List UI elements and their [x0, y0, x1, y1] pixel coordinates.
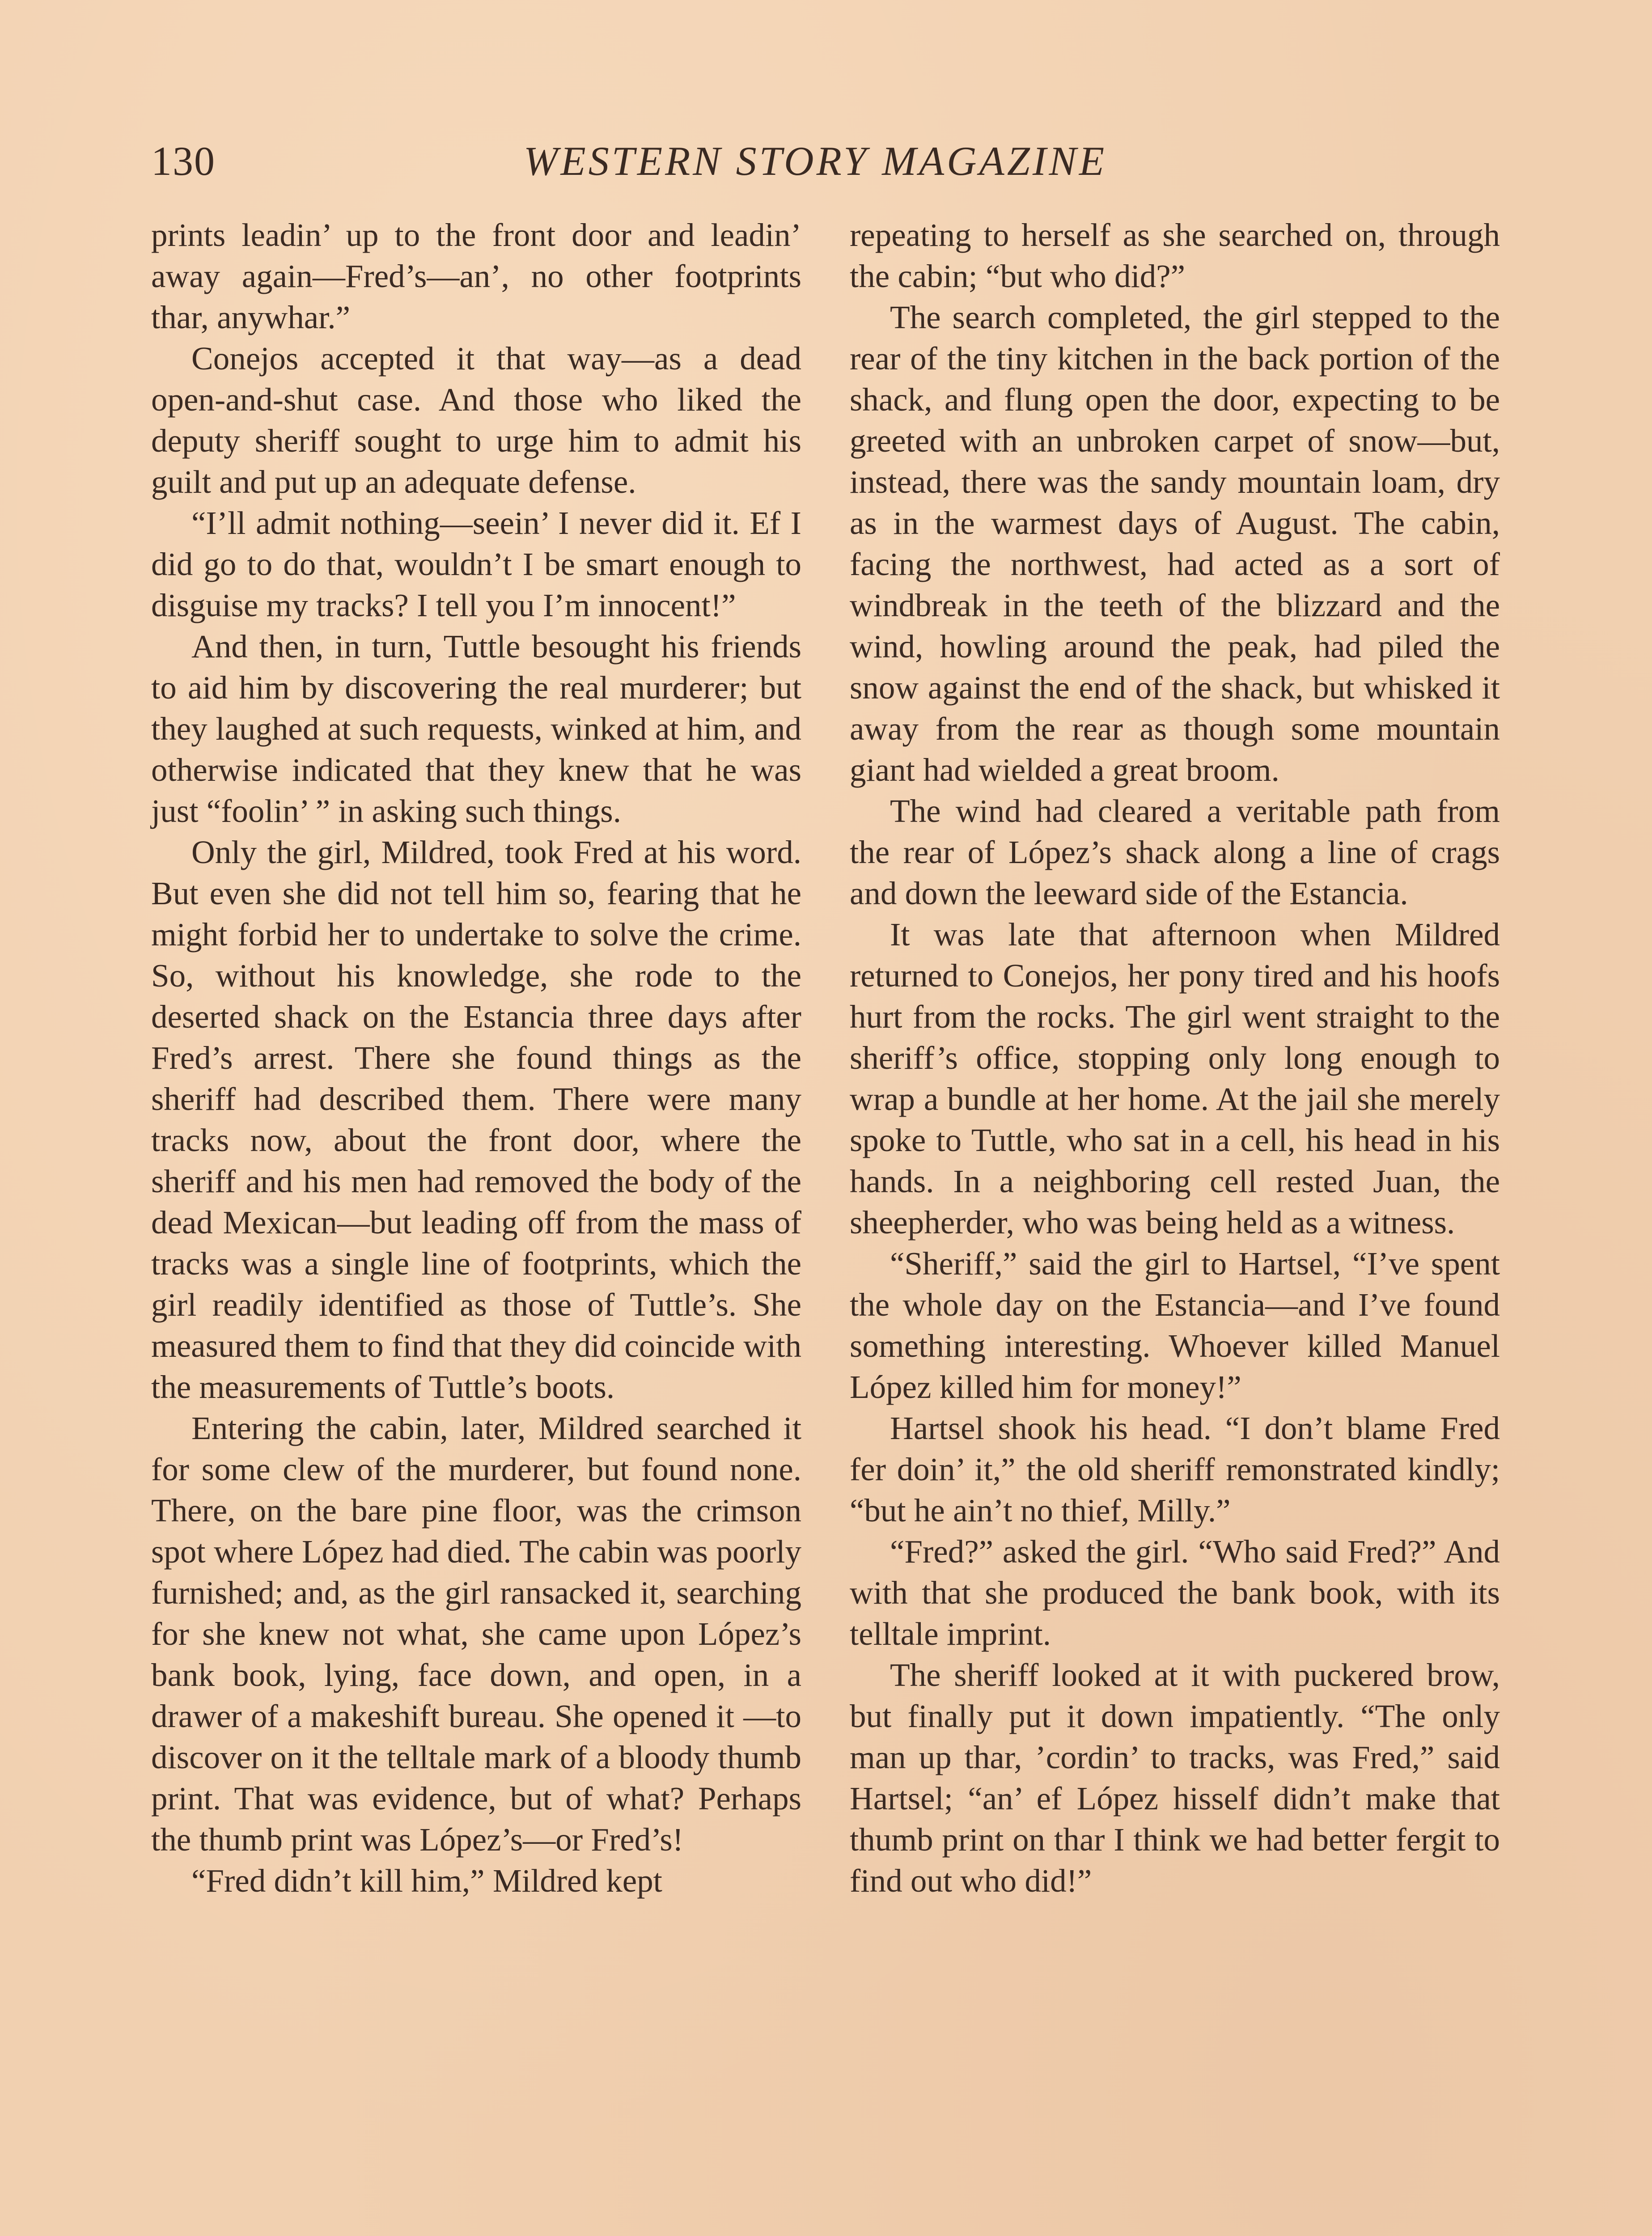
right-column	[850, 215, 1500, 1901]
running-head: WESTERN STORY MAGAZINE	[523, 138, 1107, 184]
paragraph: prints leadin’ up to the front door and leadin’ away again—Fred’s—an’, no other footprints thar, anywhar.”	[151, 217, 801, 335]
paragraph: “Fred?” asked the girl. “Who said Fred?” And with that she produced the bank book, with its telltale imprint.	[850, 1533, 1500, 1652]
paragraph: The search completed, the girl stepped to the rear of the tiny kitchen in the back portion of the shack, and flung open the door, expecting to be greeted with an unbroken carpet of snow—but, instead, there was the sandy mountain loam, dry as in the warmest days of August. The cabin, facing the northwest, had acted as a sort of windbreak in the teeth of the blizzard and the wind, howling around the peak, had piled the snow against the end of the shack, but whisked it away from the rear as though some mountain giant had wielded a great broom.	[850, 299, 1500, 788]
paragraph: The sheriff looked at it with puckered brow, but finally put it down impatiently. “The only man up thar, ’cordin’ to tracks, was Fred,” said Hartsel; “an’ ef López hisself didn’t make that thumb print on thar I think we had better fergit to find out who did!”	[850, 1657, 1500, 1899]
page-header	[151, 134, 1479, 197]
left-column	[151, 215, 801, 1901]
paragraph: And then, in turn, Tuttle besought his friends to aid him by discovering the real murderer; but they laughed at such requests, winked at him, and otherwise indicated that they knew that he was just “foolin’ ” in asking such things.	[151, 628, 801, 829]
paragraph: Entering the cabin, later, Mildred searched it for some clew of the murderer, but found none. There, on the bare pine floor, was the crimson spot where López had died. The cabin was poorly furnished; and, as the girl ransacked it, searching for she knew not what, she came upon López’s bank book, lying, face down, and open, in a drawer of a makeshift bureau. She opened it —to discover on it the telltale mark of a bloody thumb print. That was evidence, but of what? Perhaps the thumb print was López’s—or Fred’s!	[151, 1410, 801, 1858]
paragraph: “Sheriff,” said the girl to Hartsel, “I’ve spent the whole day on the Estancia—and I’ve found something interesting. Whoever killed Manuel López killed him for money!”	[850, 1245, 1500, 1405]
paragraph: Conejos accepted it that way—as a dead open-and-shut case. And those who liked the deputy sheriff sought to urge him to admit his guilt and put up an adequate defense.	[151, 340, 801, 500]
paragraph: “Fred didn’t kill him,” Mildred kept	[191, 1863, 662, 1899]
paragraph: repeating to herself as she searched on, through the cabin; “but who did?”	[850, 217, 1500, 294]
paragraph: Hartsel shook his head. “I don’t blame Fred fer doin’ it,” the old sheriff remonstrated kindly; “but he ain’t no thief, Milly.”	[850, 1410, 1500, 1529]
paragraph: It was late that afternoon when Mildred returned to Conejos, her pony tired and his hoofs hurt from the rocks. The girl went straight to the sheriff’s office, stopping only long enough to wrap a bundle at her home. At the jail she merely spoke to Tuttle, who sat in a cell, his head in his hands. In a neighboring cell rested Juan, the sheepherder, who was being held as a witness.	[850, 916, 1500, 1241]
paragraph: Only the girl, Mildred, took Fred at his word. But even she did not tell him so, fearing that he might forbid her to undertake to solve the crime. So, without his knowledge, she rode to the deserted shack on the Estancia three days after Fred’s arrest. There she found things as the sheriff had described them. There were many tracks now, about the front door, where the sheriff and his men had removed the body of the dead Mexican—but leading off from the mass of tracks was a single line of footprints, which the girl readily identified as those of Tuttle’s. She measured them to find that they did coincide with the measurements of Tuttle’s boots.	[151, 834, 801, 1405]
paragraph: The wind had cleared a veritable path from the rear of López’s shack along a line of crags and down the leeward side of the Estancia.	[850, 793, 1500, 911]
paragraph: “I’ll admit nothing—seein’ I never did it. Ef I did go to do that, wouldn’t I be smart enough to disguise my tracks? I tell you I’m innocent!”	[151, 505, 801, 623]
page-number: 130	[151, 138, 216, 184]
